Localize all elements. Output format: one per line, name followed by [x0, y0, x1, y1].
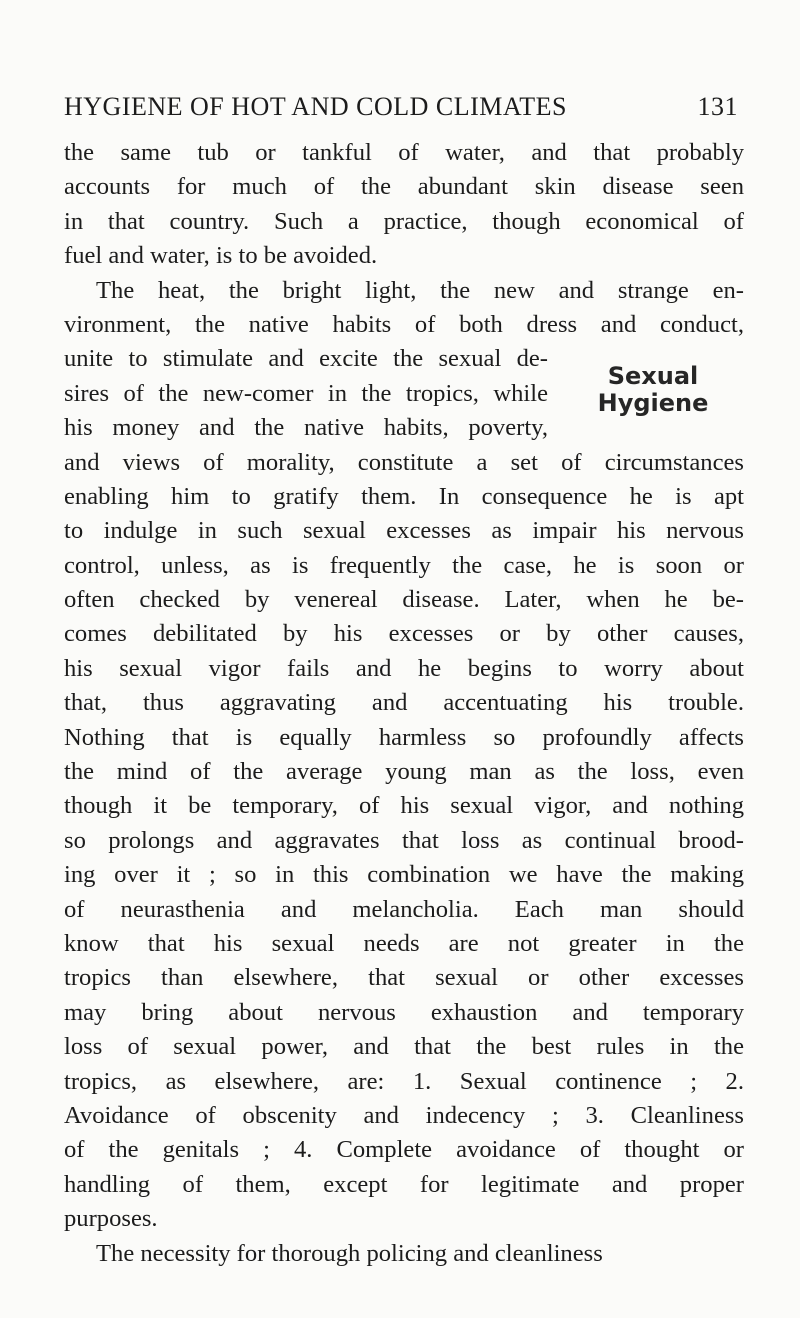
text-line: enabling him to gratify them. In consequence he is apt — [64, 482, 744, 510]
text-line: fuel and water, is to be avoided. — [64, 242, 378, 270]
text-line: may bring about nervous exhaustion and temporary — [64, 998, 744, 1026]
text-line: ing over it ; so in this combination we have the making — [64, 861, 744, 889]
text-line: The heat, the bright light, the new and strange en- — [96, 276, 744, 304]
text-line: handling of them, except for legitimate and proper — [64, 1170, 744, 1198]
text-line: the same tub or tankful of water, and that probably — [64, 139, 744, 166]
text-line: vironment, the native habits of both dress and conduct, — [64, 310, 744, 338]
page-number: 131 — [697, 92, 738, 121]
body-text — [64, 136, 744, 1271]
text-line: Nothing that is equally harmless so profoundly affects — [64, 723, 744, 751]
text-line: purposes. — [64, 1205, 158, 1233]
text-line: his sexual vigor fails and he begins to worry about — [64, 654, 744, 682]
text-line: loss of sexual power, and that the best rules in the — [64, 1033, 744, 1061]
running-head-title: HYGIENE OF HOT AND COLD CLIMATES — [64, 92, 568, 121]
text-line: Avoidance of obscenity and indecency ; 3. Cleanliness — [64, 1101, 744, 1129]
text-line: the mind of the average young man as the loss, even — [64, 758, 744, 786]
side-note-line-1: Sexual — [607, 362, 699, 390]
text-line: comes debilitated by his excesses or by other causes, — [64, 620, 744, 648]
text-line: accounts for much of the abundant skin disease seen — [64, 173, 744, 201]
text-line: sires of the new-comer in the tropics, while — [64, 379, 548, 407]
text-line: often checked by venereal disease. Later, when he be- — [64, 586, 744, 614]
text-line: though it be temporary, of his sexual vigor, and nothing — [64, 792, 744, 820]
text-line: control, unless, as is frequently the case, he is soon or — [64, 551, 744, 579]
text-line: unite to stimulate and excite the sexual de- — [64, 345, 548, 373]
text-line: of neurasthenia and melancholia. Each man should — [64, 895, 744, 923]
text-line: that, thus aggravating and accentuating his trouble. — [64, 689, 744, 717]
text-line: so prolongs and aggravates that loss as continual brood- — [64, 826, 744, 854]
text-line: and views of morality, constitute a set of circumstances — [64, 448, 744, 476]
text-line: to indulge in such sexual excesses as impair his nervous — [64, 517, 744, 545]
text-line: tropics than elsewhere, that sexual or other excesses — [64, 964, 744, 992]
text-line: know that his sexual needs are not greater in the — [64, 929, 744, 957]
running-head — [64, 92, 738, 126]
text-line: in that country. Such a practice, though economical of — [64, 207, 744, 235]
side-note-line-2: Hygiene — [597, 389, 709, 417]
text-line: his money and the native habits, poverty, — [64, 414, 548, 442]
text-line: of the genitals ; 4. Complete avoidance of thought or — [64, 1136, 744, 1164]
text-line: tropics, as elsewhere, are: 1. Sexual continence ; 2. — [64, 1067, 744, 1095]
text-line: The necessity for thorough policing and cleanliness — [96, 1239, 603, 1267]
